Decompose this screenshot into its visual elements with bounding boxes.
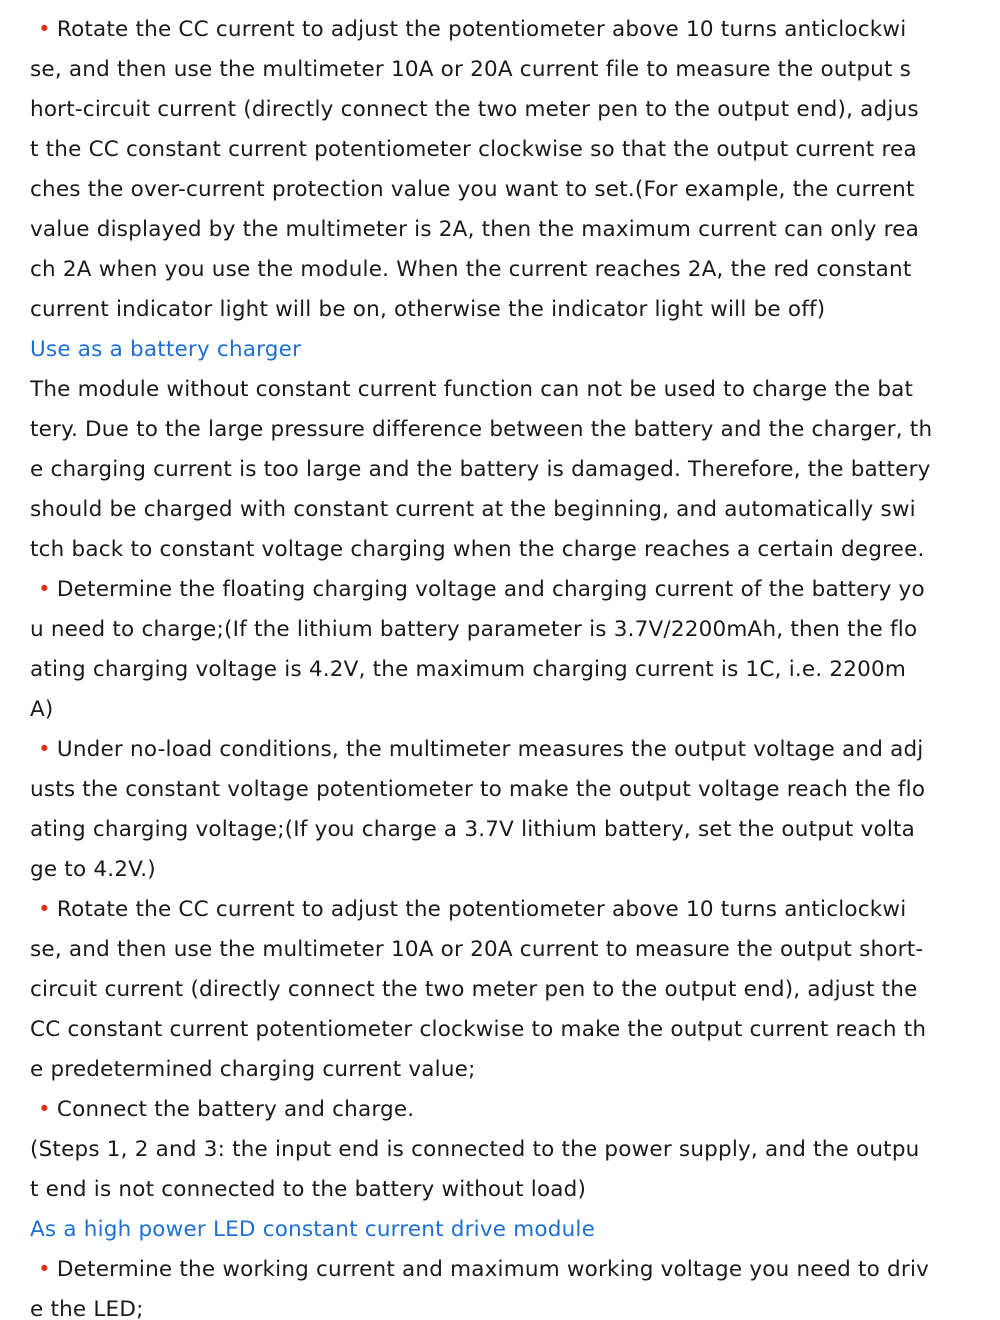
text-line: [30, 970, 918, 1010]
line-text: value displayed by the multimeter is 2A, then the maximum current can only rea: [30, 217, 920, 242]
line-text: tch back to constant voltage charging when the charge reaches a certain degree.: [30, 537, 925, 562]
line-text: Determine the floating charging voltage and charging current of the battery yo: [56, 577, 925, 602]
bullet-icon: •: [38, 1257, 51, 1282]
bullet-line: [30, 730, 923, 770]
line-text: CC constant current potentiometer clockwise to make the output current reach th: [30, 1017, 927, 1042]
text-line: [30, 770, 925, 810]
line-text: A): [30, 697, 54, 722]
text-line: [30, 610, 917, 650]
bullet-icon: •: [38, 17, 51, 42]
bullet-line: [30, 570, 925, 610]
line-text: Connect the battery and charge.: [56, 1097, 415, 1122]
text-line: [30, 1050, 476, 1090]
line-text: ating charging voltage;(If you charge a 3.7V lithium battery, set the output volta: [30, 817, 916, 842]
line-text: e the LED;: [30, 1297, 144, 1320]
line-text: circuit current (directly connect the two meter pen to the output end), adjust the: [30, 977, 918, 1002]
line-text: Rotate the CC current to adjust the potentiometer above 10 turns anticlockwi: [56, 17, 907, 42]
text-line: [30, 1130, 920, 1170]
line-text: u need to charge;(If the lithium battery parameter is 3.7V/2200mAh, then the flo: [30, 617, 918, 642]
text-line: [30, 90, 919, 130]
text-line: [30, 1170, 586, 1210]
line-text: t end is not connected to the battery without load): [30, 1177, 587, 1202]
line-text: e predetermined charging current value;: [30, 1057, 476, 1082]
text-line: [30, 810, 915, 850]
text-line: [30, 450, 931, 490]
line-text: As a high power LED constant current drive module: [30, 1217, 596, 1242]
line-text: (Steps 1, 2 and 3: the input end is connected to the power supply, and the outpu: [30, 1137, 920, 1162]
section-heading: [30, 1210, 595, 1250]
bullet-icon: •: [38, 737, 51, 762]
line-text: ch 2A when you use the module. When the current reaches 2A, the red constant: [30, 257, 912, 282]
line-text: current indicator light will be on, otherwise the indicator light will be off): [30, 297, 826, 322]
line-text: usts the constant voltage potentiometer to make the output voltage reach the flo: [30, 777, 926, 802]
text-line: [30, 1290, 144, 1320]
section-heading: [30, 330, 301, 370]
text-line: [30, 930, 923, 970]
text-line: [30, 530, 925, 570]
line-text: ches the over-current protection value you want to set.(For example, the current: [30, 177, 915, 202]
text-line: [30, 370, 913, 410]
line-text: Use as a battery charger: [30, 337, 302, 362]
bullet-line: [30, 1250, 929, 1290]
text-line: [30, 250, 911, 290]
text-line: [30, 410, 932, 450]
line-text: hort-circuit current (directly connect the two meter pen to the output end), adjus: [30, 97, 919, 122]
line-text: tery. Due to the large pressure difference between the battery and the charger, th: [30, 417, 933, 442]
text-line: [30, 170, 915, 210]
text-line: [30, 690, 54, 730]
bullet-icon: •: [38, 1097, 51, 1122]
line-text: should be charged with constant current at the beginning, and automatically swi: [30, 497, 916, 522]
text-line: [30, 210, 919, 250]
text-line: [30, 490, 916, 530]
line-text: Under no-load conditions, the multimeter measures the output voltage and adj: [56, 737, 924, 762]
text-line: [30, 650, 906, 690]
line-text: e charging current is too large and the battery is damaged. Therefore, the battery: [30, 457, 931, 482]
bullet-line: [30, 10, 906, 50]
line-text: Determine the working current and maximum working voltage you need to driv: [56, 1257, 930, 1282]
line-text: se, and then use the multimeter 10A or 20A current file to measure the output s: [30, 57, 912, 82]
bullet-line: [30, 890, 906, 930]
text-line: [30, 130, 917, 170]
text-line: [30, 50, 911, 90]
line-text: t the CC constant current potentiometer clockwise so that the output current rea: [30, 137, 917, 162]
line-text: The module without constant current function can not be used to charge the bat: [30, 377, 914, 402]
text-line: [30, 850, 156, 890]
bullet-icon: •: [38, 577, 51, 602]
line-text: ge to 4.2V.): [30, 857, 156, 882]
line-text: Rotate the CC current to adjust the potentiometer above 10 turns anticlockwi: [56, 897, 907, 922]
bullet-line: [30, 1090, 414, 1130]
bullet-icon: •: [38, 897, 51, 922]
line-text: ating charging voltage is 4.2V, the maximum charging current is 1C, i.e. 2200m: [30, 657, 907, 682]
text-line: [30, 290, 825, 330]
line-text: se, and then use the multimeter 10A or 20A current to measure the output short-: [30, 937, 924, 962]
text-line: [30, 1010, 926, 1050]
